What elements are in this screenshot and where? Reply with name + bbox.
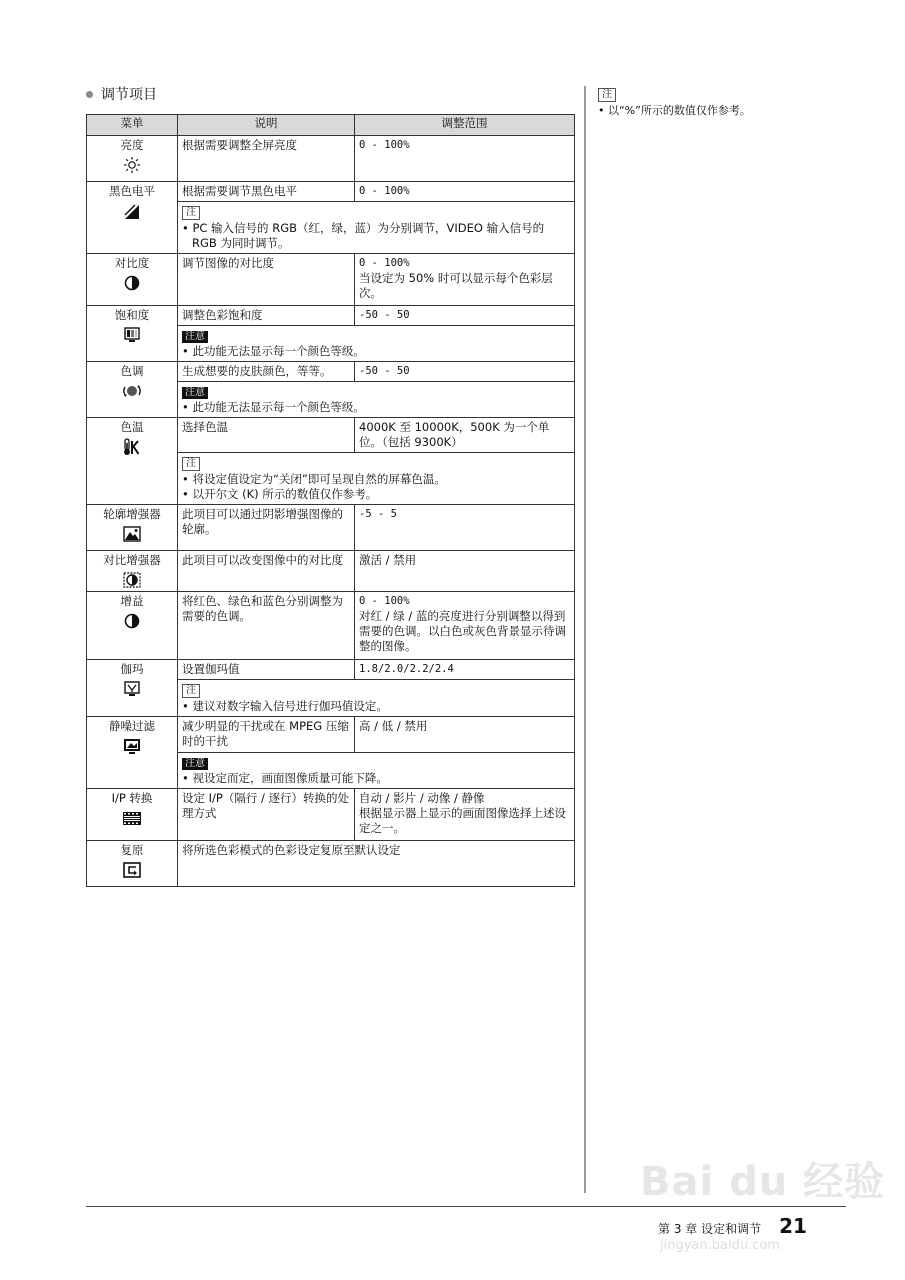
range-cell: 0 - 100% [355, 182, 575, 202]
range-cell [355, 789, 575, 841]
note-tag: 注 [598, 88, 616, 102]
menu-name: 亮度 [120, 138, 144, 152]
note-cell [178, 382, 575, 418]
side-note [598, 86, 751, 118]
menu-name: 黑色电平 [109, 184, 155, 198]
description-cell: 根据需要调整全屏亮度 [178, 136, 355, 182]
description-cell: 设置伽玛值 [178, 660, 355, 680]
description-cell: 将红色、绿色和蓝色分别调整为需要的色调。 [178, 592, 355, 660]
gamma-icon [122, 680, 142, 698]
menu-cell [87, 362, 178, 418]
range-cell: -5 - 5 [355, 505, 575, 551]
range-cell [355, 592, 575, 660]
menu-name: 对比增强器 [103, 553, 161, 567]
table-row [87, 182, 575, 202]
menu-cell [87, 660, 178, 717]
menu-cell [87, 254, 178, 306]
caution-tag: 注意 [182, 331, 208, 343]
note-cell [178, 202, 575, 254]
contrast-enhancer-icon [122, 571, 142, 589]
table-row [87, 136, 575, 182]
range-cell: 4000K 至 10000K，500K 为一个单位。（包括 9300K） [355, 418, 575, 453]
menu-cell [87, 418, 178, 505]
menu-name: I/P 转换 [111, 791, 153, 805]
note-text: • 将设定值设定为“关闭”即可呈现自然的屏幕色温。 [182, 472, 446, 486]
menu-name: 伽玛 [120, 662, 144, 676]
table-row [87, 551, 575, 592]
description-cell: 此项目可以通过阴影增强图像的轮廓。 [178, 505, 355, 551]
note-text: • 此功能无法显示每一个颜色等级。 [182, 344, 365, 358]
menu-cell [87, 717, 178, 789]
gain-icon [122, 612, 142, 630]
menu-name: 饱和度 [114, 308, 150, 322]
outline-enhancer-icon [122, 525, 142, 543]
adjustment-table [86, 114, 575, 887]
menu-cell [87, 551, 178, 592]
range-detail: 对红 / 绿 / 蓝的亮度进行分别调整以得到需要的色调。以白色或灰色背景显示待调整的图像。 [359, 609, 566, 653]
description-cell: 调节图像的对比度 [178, 254, 355, 306]
section-title-text: 调节项目 [101, 87, 157, 103]
noise-reduction-icon [122, 737, 142, 755]
range-detail: 当设定为 50% 时可以显示每个色彩层次。 [359, 271, 553, 300]
table-row [87, 306, 575, 326]
description-cell: 生成想要的皮肤颜色，等等。 [178, 362, 355, 382]
note-text: • 视设定而定，画面图像质量可能下降。 [182, 771, 388, 785]
black-level-icon [122, 202, 142, 220]
range-cell: 高 / 低 / 禁用 [355, 717, 575, 753]
note-text: • 以开尔文 (K) 所示的数值仅作参考。 [182, 487, 378, 501]
note-text: • 此功能无法显示每一个颜色等级。 [182, 400, 365, 414]
note-tag: 注 [182, 206, 200, 220]
menu-name: 对比度 [114, 256, 150, 270]
note-tag: 注 [182, 457, 200, 471]
brightness-icon [122, 156, 142, 174]
range-cell: 1.8/2.0/2.2/2.4 [355, 660, 575, 680]
hue-icon [122, 382, 142, 400]
note-tag: 注 [182, 684, 200, 698]
range-cell: -50 - 50 [355, 306, 575, 326]
range-cell: 激活 / 禁用 [355, 551, 575, 592]
watermark-logo: Bai du 经验 [640, 1159, 886, 1205]
side-note-text: • 以“%”所示的数值仅作参考。 [598, 104, 751, 117]
menu-cell [87, 136, 178, 182]
bullet-icon [86, 91, 93, 98]
description-cell: 选择色温 [178, 418, 355, 453]
description-cell: 设定 I/P（隔行 / 逐行）转换的处理方式 [178, 789, 355, 841]
range-value: 自动 / 影片 / 动像 / 静像 [359, 791, 485, 805]
description-cell: 将所选色彩模式的色彩设定复原至默认设定 [178, 841, 575, 887]
menu-cell [87, 505, 178, 551]
thermometer-icon [122, 438, 142, 456]
table-row [87, 505, 575, 551]
table-row [87, 254, 575, 306]
table-row [87, 841, 575, 887]
table-row [87, 592, 575, 660]
saturation-icon [122, 326, 142, 344]
range-cell: 0 - 100% [355, 136, 575, 182]
description-cell: 调整色彩饱和度 [178, 306, 355, 326]
table-row [87, 717, 575, 753]
section-title [86, 84, 157, 104]
menu-name: 轮廓增强器 [103, 507, 161, 521]
menu-cell [87, 592, 178, 660]
table-row [87, 789, 575, 841]
description-cell: 根据需要调节黑色电平 [178, 182, 355, 202]
column-divider [584, 86, 586, 1193]
contrast-icon [122, 274, 142, 292]
footer-rule [86, 1206, 846, 1207]
menu-cell [87, 182, 178, 254]
note-text: • 建议对数字输入信号进行伽玛值设定。 [182, 699, 388, 713]
menu-name: 色调 [120, 364, 144, 378]
description-cell: 此项目可以改变图像中的对比度 [178, 551, 355, 592]
note-text: • PC 输入信号的 RGB（红，绿，蓝）为分别调节，VIDEO 输入信号的 RGB 为同时调节。 [182, 221, 545, 250]
note-cell [178, 680, 575, 717]
range-detail: 根据显示器上显示的画面图像选择上述设定之一。 [359, 806, 566, 835]
watermark-url: jingyan.baidu.com [660, 1238, 780, 1253]
range-cell: -50 - 50 [355, 362, 575, 382]
menu-cell [87, 789, 178, 841]
footer [658, 1214, 807, 1238]
chapter-title: 第 3 章 设定和调节 [658, 1222, 762, 1236]
header-description: 说明 [178, 115, 355, 136]
caution-tag: 注意 [182, 758, 208, 770]
table-header-row [87, 115, 575, 136]
table-row [87, 418, 575, 453]
table-row [87, 660, 575, 680]
reset-icon [122, 861, 142, 879]
table-row [87, 362, 575, 382]
note-cell [178, 753, 575, 789]
film-strip-icon [122, 809, 142, 827]
menu-cell [87, 841, 178, 887]
menu-name: 增益 [120, 594, 144, 608]
caution-tag: 注意 [182, 387, 208, 399]
range-value: 0 - 100% [359, 257, 410, 269]
menu-name: 色温 [120, 420, 144, 434]
header-range: 调整范围 [355, 115, 575, 136]
page-number: 21 [779, 1214, 807, 1238]
note-cell [178, 326, 575, 362]
range-value: 0 - 100% [359, 595, 410, 607]
note-cell [178, 453, 575, 505]
menu-name: 复原 [120, 843, 144, 857]
range-cell [355, 254, 575, 306]
menu-name: 静噪过滤 [109, 719, 155, 733]
menu-cell [87, 306, 178, 362]
header-menu: 菜单 [87, 115, 178, 136]
description-cell: 减少明显的干扰或在 MPEG 压缩时的干扰 [178, 717, 355, 753]
